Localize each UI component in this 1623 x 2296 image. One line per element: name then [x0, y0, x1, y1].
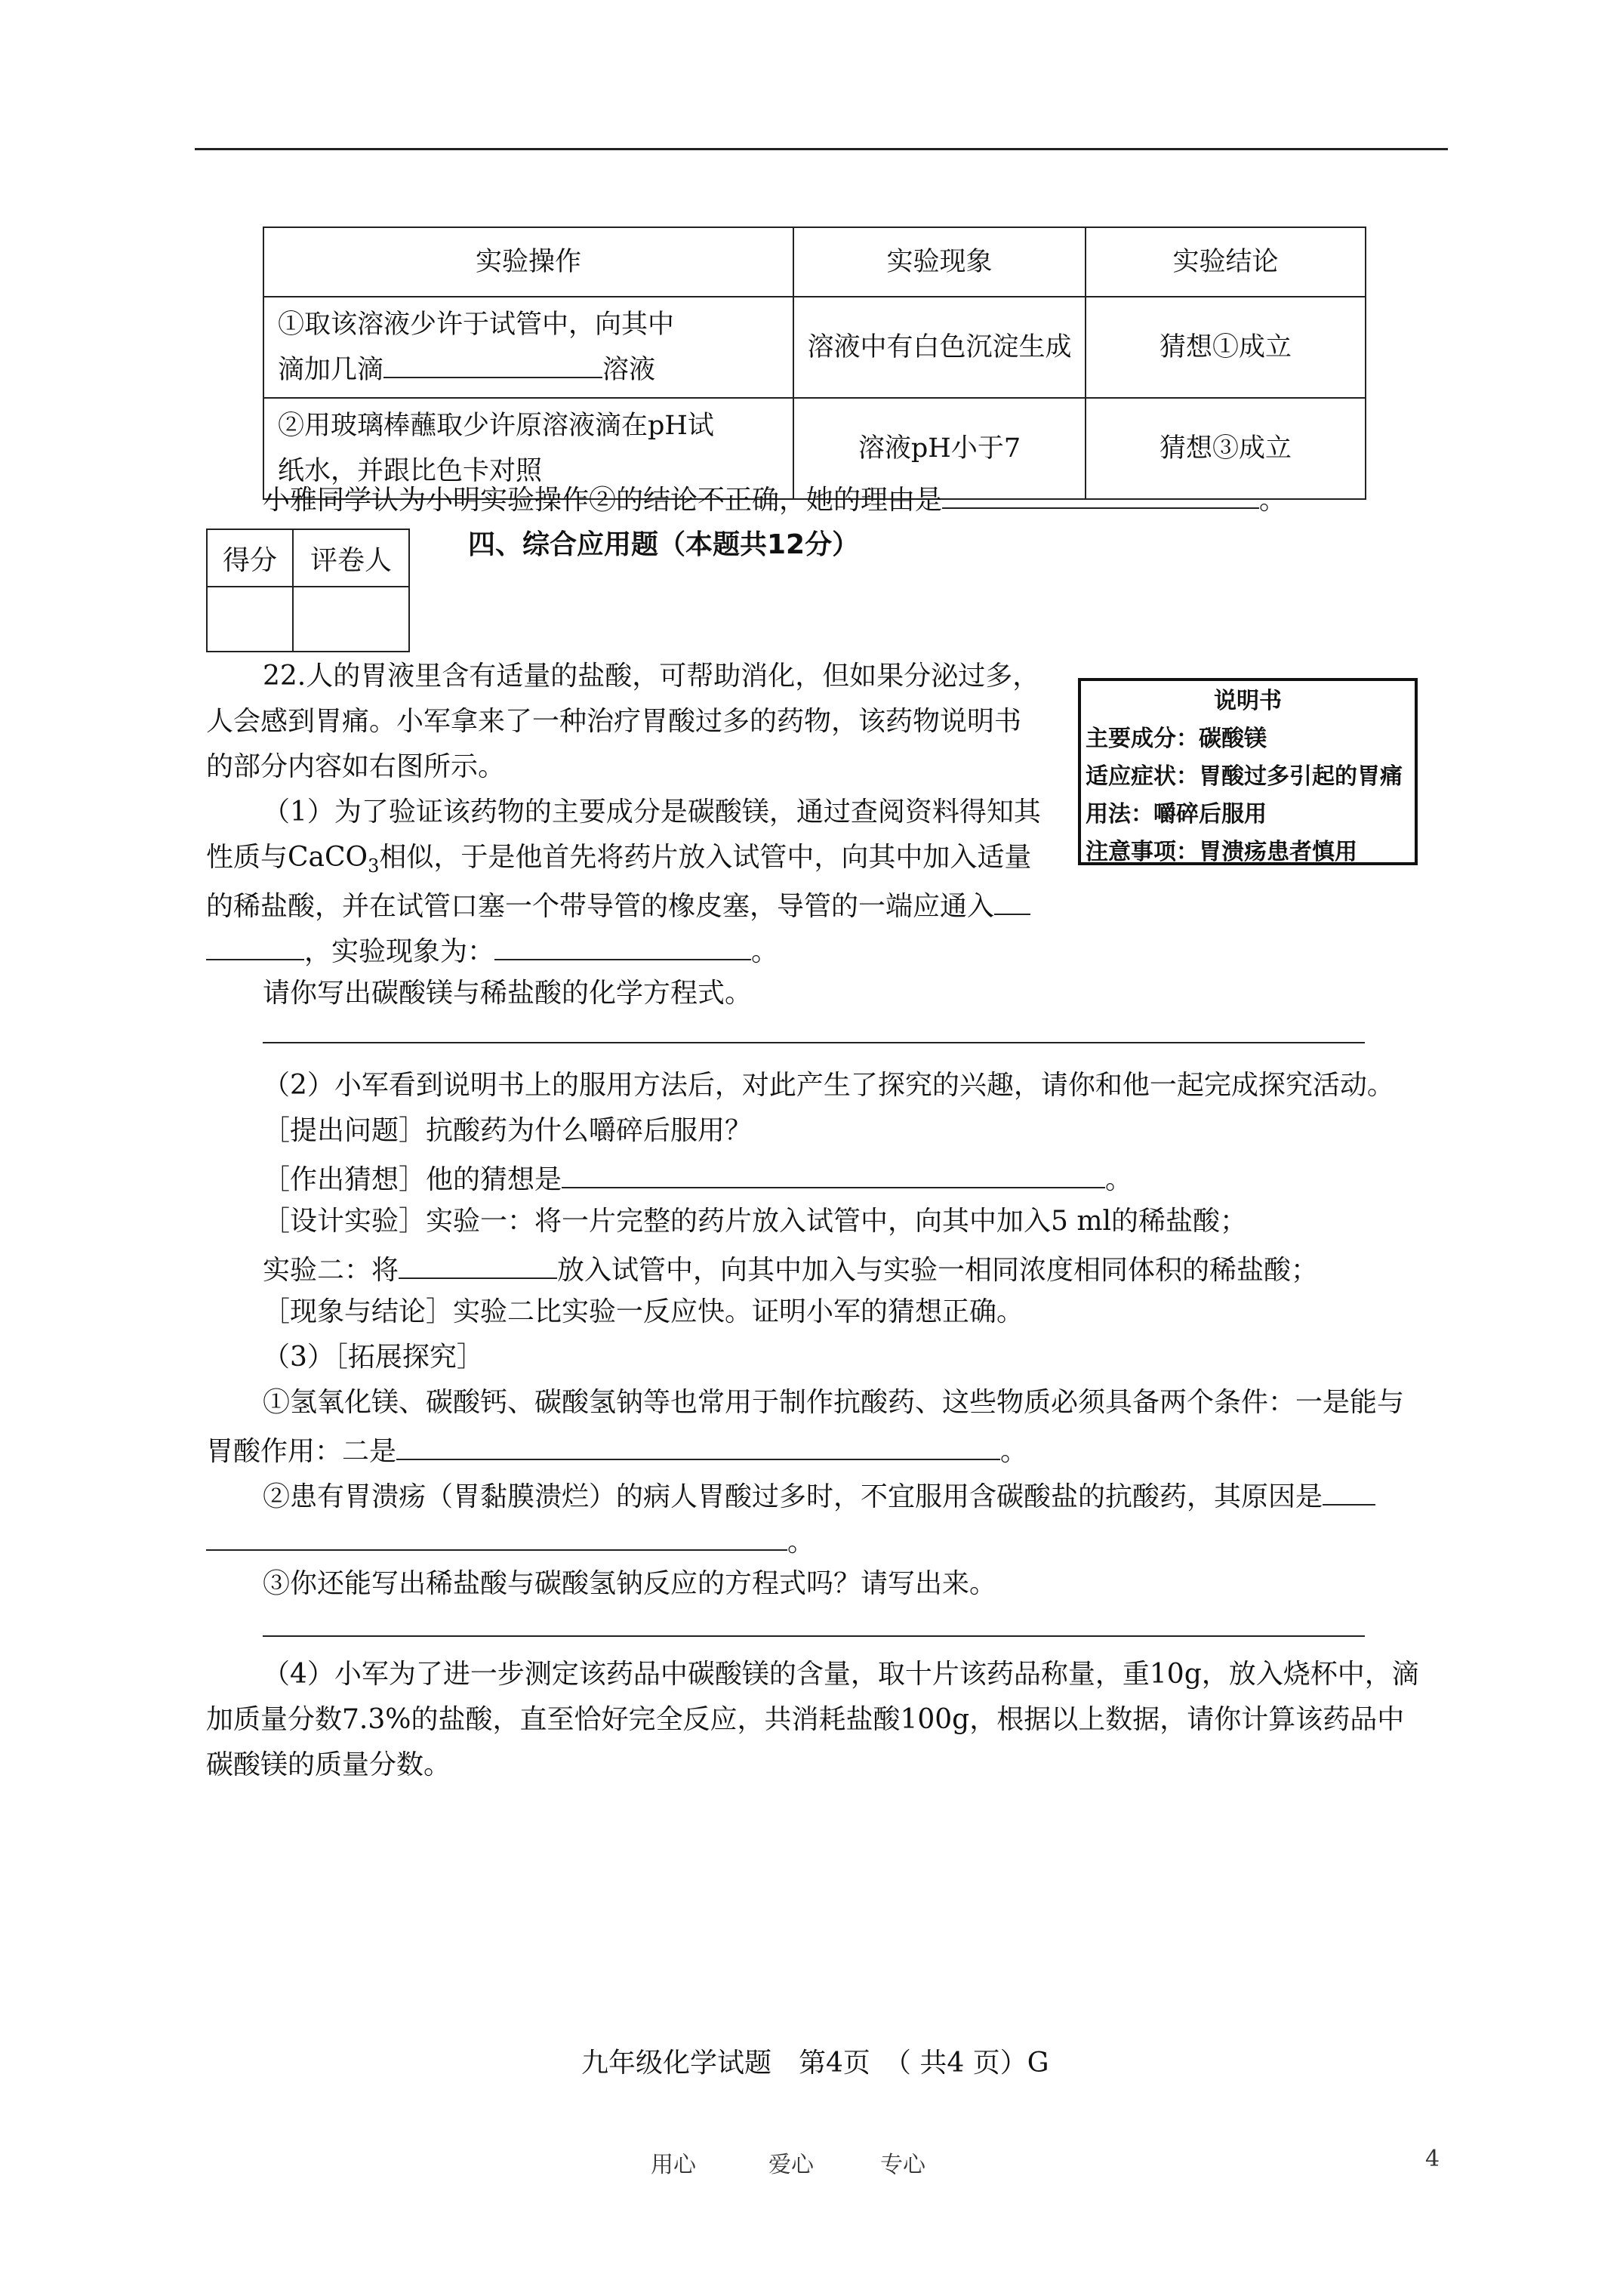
footer-motto: 用心	[651, 2152, 696, 2178]
question-fragment: ②患有胃溃疡（胃黏膜溃烂）的病人胃酸过多时，不宜服用含碳酸盐的抗酸药，其原因是	[263, 1481, 1323, 1512]
question-text: 加质量分数7.3%的盐酸，直至恰好完全反应，共消耗盐酸100g，根据以上数据，请你计算该药品中	[206, 1704, 1405, 1735]
table-cell-conclusion: 猜想③成立	[1086, 398, 1366, 499]
table-header: 实验现象	[793, 227, 1086, 297]
punctuation: 。	[1105, 1164, 1133, 1195]
footer-motto: 专心	[880, 2152, 925, 2178]
question-text: ［现象与结论］实验二比实验一反应快。证明小军的猜想正确。	[263, 1296, 1024, 1327]
question-text	[263, 1250, 1318, 1287]
score-cell[interactable]	[207, 587, 293, 652]
question-text: 的部分内容如右图所示。	[206, 751, 506, 782]
question-fragment: 胃酸作用：二是	[206, 1436, 397, 1467]
table-row	[263, 297, 1366, 398]
question-text: （4）小军为了进一步测定该药品中碳酸镁的含量，取十片该药品称量，重10g，放入烧杯中，滴	[263, 1659, 1419, 1690]
reason-line	[263, 480, 1286, 517]
table-cell-phenomenon: 溶液中有白色沉淀生成	[793, 297, 1086, 398]
question-text: 碳酸镁的质量分数。	[206, 1749, 451, 1780]
manual-row: 适应症状：胃酸过多引起的胃痛	[1086, 763, 1403, 790]
operation-text: 溶液	[602, 355, 656, 385]
table-cell-conclusion: 猜想①成立	[1086, 297, 1366, 398]
top-rule	[195, 148, 1448, 150]
question-text: （1）为了验证该药物的主要成分是碳酸镁，通过查阅资料得知其	[263, 797, 1041, 827]
operation-text: 滴加几滴	[278, 355, 384, 385]
question-fragment: ［作出猜想］他的猜想是	[263, 1164, 562, 1195]
manual-row: 主要成分：碳酸镁	[1086, 726, 1267, 752]
operation-line: 纸水，并跟比色卡对照	[278, 456, 543, 486]
question-text: ①氢氧化镁、碳酸钙、碳酸氢钠等也常用于制作抗酸药、这些物质必须具备两个条件：一是能与	[263, 1387, 1405, 1418]
question-text	[206, 1522, 815, 1559]
question-text: 请你写出碳酸镁与稀盐酸的化学方程式。	[263, 978, 753, 1009]
question-fragment: 性质与CaCO	[206, 842, 368, 873]
score-box	[206, 529, 410, 652]
operation-line	[278, 347, 785, 393]
instruction-manual-box	[1078, 678, 1418, 865]
subscript: 3	[368, 855, 380, 877]
reason-text: 小雅同学认为小明实验操作②的结论不正确，她的理由是	[263, 485, 943, 516]
answer-blank[interactable]	[206, 1522, 787, 1551]
question-text	[206, 1432, 1027, 1469]
answer-blank[interactable]	[562, 1160, 1105, 1188]
answer-blank[interactable]	[994, 886, 1030, 915]
answer-blank[interactable]	[399, 1250, 557, 1279]
manual-title: 说明书	[1214, 688, 1282, 714]
score-label: 得分	[207, 529, 293, 587]
question-text	[206, 886, 1030, 923]
table-header: 实验结论	[1086, 227, 1366, 297]
question-text	[263, 1477, 1375, 1514]
punctuation: 。	[787, 1527, 815, 1558]
table-header-row	[263, 227, 1366, 297]
question-text: （2）小军看到说明书上的服用方法后，对此产生了探究的兴趣，请你和他一起完成探究活动。	[263, 1070, 1394, 1101]
table-header: 实验操作	[263, 227, 793, 297]
question-text	[206, 841, 1031, 883]
answer-blank[interactable]	[206, 932, 304, 960]
answer-line[interactable]	[263, 1042, 1365, 1043]
operation-line: ①取该溶液少许于试管中，向其中	[278, 310, 675, 340]
experiment-table	[263, 227, 1366, 500]
footer-motto: 爱心	[768, 2152, 814, 2178]
answer-blank[interactable]	[494, 932, 751, 960]
table-cell-phenomenon: 溶液pH小于7	[793, 398, 1086, 499]
manual-row: 注意事项：胃溃疡患者慎用	[1086, 839, 1357, 865]
table-cell-operation	[263, 297, 793, 398]
question-text: 人会感到胃痛。小军拿来了一种治疗胃酸过多的药物，该药物说明书	[206, 706, 1022, 737]
punctuation: 。	[1259, 485, 1287, 516]
question-text: ［提出问题］抗酸药为什么嚼碎后服用？	[263, 1115, 753, 1146]
punctuation: 。	[1000, 1436, 1028, 1467]
section-title: 四、综合应用题（本题共12分）	[468, 529, 860, 560]
operation-line: ②用玻璃棒蘸取少许原溶液滴在pH试	[278, 411, 714, 441]
page-number: 4	[1425, 2146, 1440, 2172]
page-footer: 九年级化学试题 第4页 （ 共4 页）G	[581, 2048, 1049, 2079]
question-text: ［设计实验］实验一：将一片完整的药片放入试管中，向其中加入5 ml的稀盐酸；	[263, 1206, 1247, 1237]
answer-blank[interactable]	[1323, 1477, 1375, 1505]
answer-blank[interactable]	[942, 480, 1259, 509]
manual-row: 用法：嚼碎后服用	[1086, 801, 1267, 827]
punctuation: 。	[751, 936, 779, 967]
question-fragment: 相似，于是他首先将药片放入试管中，向其中加入适量	[379, 842, 1032, 873]
question-text	[206, 932, 778, 969]
answer-line[interactable]	[263, 1635, 1365, 1637]
grader-label: 评卷人	[293, 529, 409, 587]
answer-blank[interactable]	[396, 1432, 1000, 1460]
question-fragment: 的稀盐酸，并在试管口塞一个带导管的橡皮塞，导管的一端应通入	[206, 891, 995, 922]
question-fragment: 放入试管中，向其中加入与实验一相同浓度相同体积的稀盐酸；	[557, 1255, 1319, 1286]
question-text: ③你还能写出稀盐酸与碳酸氢钠反应的方程式吗？请写出来。	[263, 1568, 997, 1599]
question-fragment: 实验二：将	[263, 1255, 399, 1286]
question-fragment: ，实验现象为：	[304, 936, 495, 967]
question-text: （3）［拓展探究］	[263, 1342, 484, 1373]
answer-blank[interactable]	[383, 350, 602, 378]
question-text: 22.人的胃液里含有适量的盐酸，可帮助消化，但如果分泌过多，	[263, 661, 1040, 692]
question-text	[263, 1160, 1132, 1197]
grader-cell[interactable]	[293, 587, 409, 652]
